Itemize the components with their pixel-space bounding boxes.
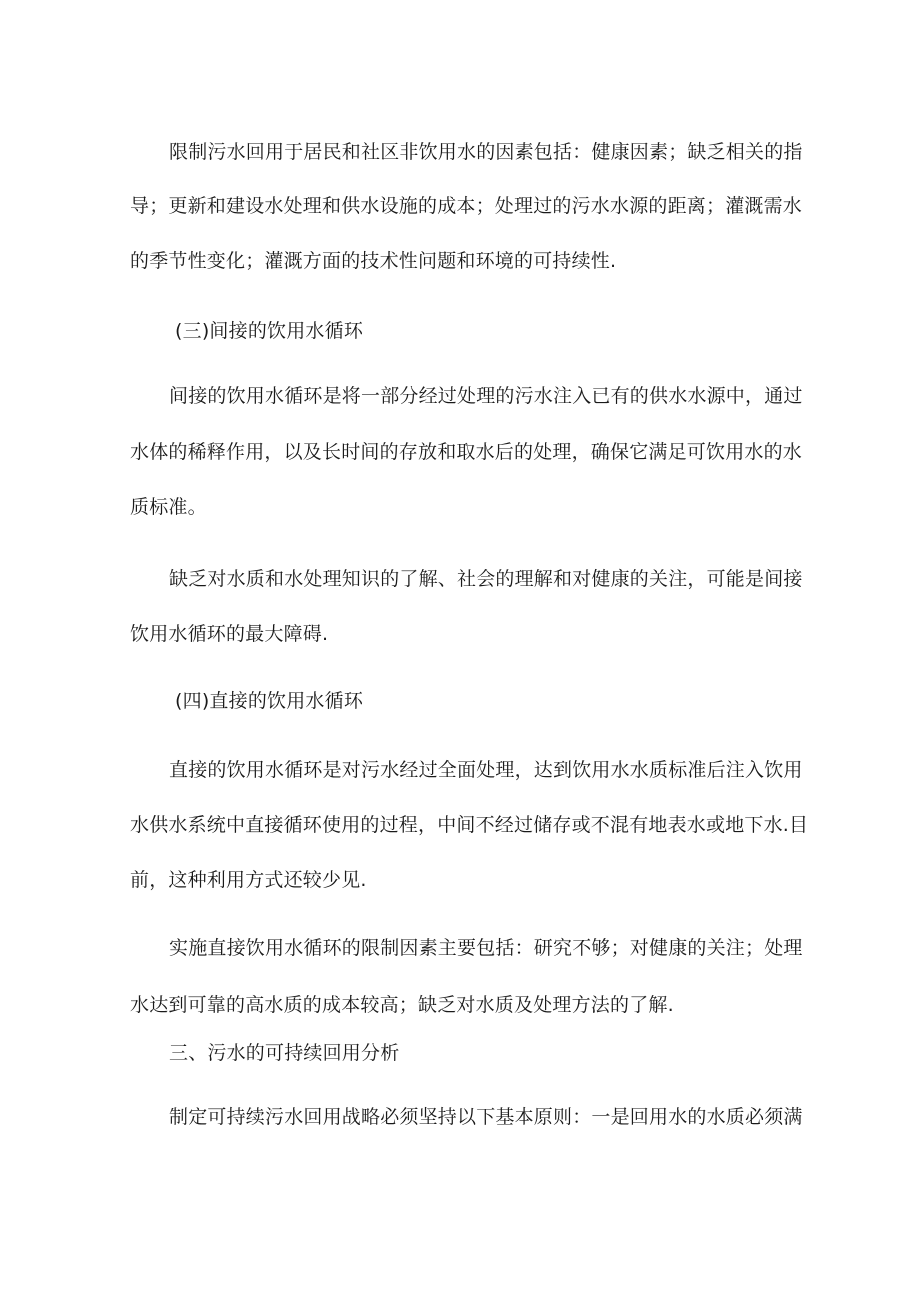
paragraph-1-line-1: 限制污水回用于居民和社区非饮用水的因素包括：健康因素；缺乏相关的指 — [169, 141, 803, 163]
paragraph-5-line-1: 实施直接饮用水循环的限制因素主要包括：研究不够；对健康的关注；处理 — [169, 937, 803, 959]
section-heading-sustainable-reuse: 三、污水的可持续回用分析 — [169, 1042, 400, 1064]
paragraph-3-line-2: 饮用水循环的最大障碍. — [130, 623, 329, 645]
paragraph-4-line-2: 水供水系统中直接循环使用的过程，中间不经过储存或不混有地表水或地下水.目 — [130, 814, 809, 836]
paragraph-3-line-1: 缺乏对水质和水处理知识的了解、社会的理解和对健康的关注，可能是间接 — [169, 568, 803, 590]
paragraph-2-line-3: 质标准。 — [130, 496, 207, 518]
paragraph-1-line-2: 导；更新和建设水处理和供水设施的成本；处理过的污水水源的距离；灌溉需水 — [130, 195, 803, 217]
subheading-indirect-potable-reuse: (三)间接的饮用水循环 — [175, 320, 364, 342]
paragraph-2-line-1: 间接的饮用水循环是将一部分经过处理的污水注入已有的供水水源中，通过 — [169, 385, 803, 407]
paragraph-1-line-3: 的季节性变化；灌溉方面的技术性问题和环境的可持续性. — [130, 250, 617, 272]
paragraph-5-line-2: 水达到可靠的高水质的成本较高；缺乏对水质及处理方法的了解. — [130, 994, 674, 1016]
paragraph-2-line-2: 水体的稀释作用，以及长时间的存放和取水后的处理，确保它满足可饮用水的水 — [130, 441, 803, 463]
paragraph-6-line-1: 制定可持续污水回用战略必须坚持以下基本原则：一是回用水的水质必须满 — [169, 1106, 803, 1128]
subheading-direct-potable-reuse: (四)直接的饮用水循环 — [175, 690, 364, 712]
paragraph-4-line-1: 直接的饮用水循环是对污水经过全面处理，达到饮用水水质标准后注入饮用 — [169, 759, 803, 781]
paragraph-4-line-3: 前，这种利用方式还较少见. — [130, 869, 367, 891]
